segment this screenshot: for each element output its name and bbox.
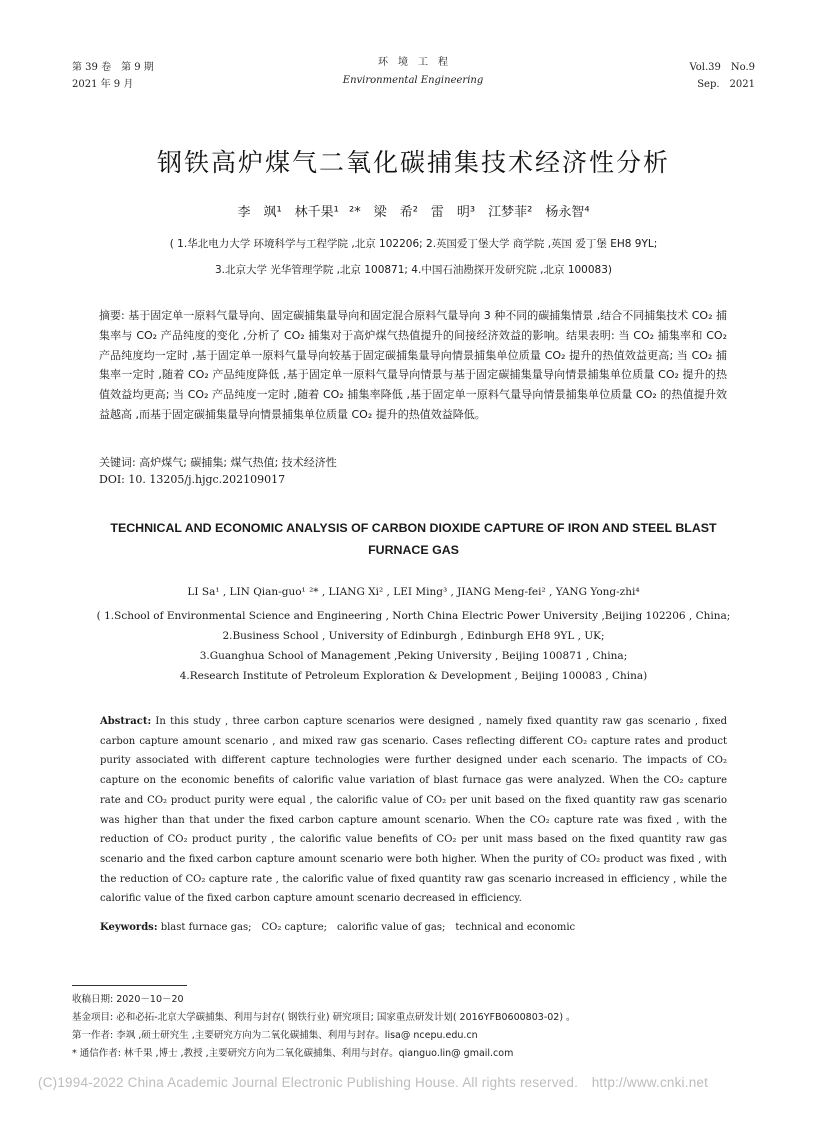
- header-date-en: Sep. 2021: [697, 79, 755, 90]
- footnote-first-author: 第一作者: 李飒 ,硕士研究生 ,主要研究方向为二氧化碳捕集、利用与封存。lisa@ ncepu.edu.cn: [72, 1030, 478, 1041]
- affiliation-en-4: 4.Research Institute of Petroleum Exploration & Development , Beijing 100083 , China): [179, 670, 648, 682]
- header-volume-cn: 第 39 卷 第 9 期: [72, 62, 154, 73]
- keywords-cn: 关键词: 高炉煤气; 碳捕集; 煤气热值; 技术经济性: [99, 456, 337, 469]
- abstract-cn: 摘要: 基于固定单一原料气量导向、固定碳捕集量导向和固定混合原料气量导向 3 种不同的碳捕集情景 ,结合不同捕集技术 CO₂ 捕集率与 CO₂ 产品纯度的变化 ,分析了 CO₂ 捕集对于高炉煤气热值提升的间接经济效益的影响。结果表明: 当 CO₂ 捕集率和 CO₂ 产品纯度均一定时 ,基于固定单一原料气量导向较基于固定碳捕集量导向情景捕集单位质量 CO₂ 提升的热值效益更高; 当 CO₂ 捕集率一定时 ,随着 CO₂ 产品纯度降低 ,基于固定单一原料气量导向情景与基于固定碳捕集量导向情景捕集单位质量 CO₂ 提升的热值效益均更高; 当 CO₂ 产品纯度一定时 ,随着 CO₂ 捕集率降低 ,基于固定单一原料气量导向情景捕集单位质量 CO₂ 的热值提升效益越高 ,而基于固定碳捕集量导向情景捕集单位质量 CO₂ 提升的热值效益降低。: [99, 309, 727, 421]
- affiliation-en-2: 2.Business School , University of Edinburgh , Edinburgh EH8 9YL , UK;: [222, 630, 605, 642]
- affiliation-en-1: ( 1.School of Environmental Science and Engineering , North China Electric Power University ,Beijing 102206 , China;: [96, 610, 731, 622]
- header-journal-cn: 环 境 工 程: [378, 57, 448, 68]
- doi: DOI: 10. 13205/j.hjgc.202109017: [99, 473, 286, 486]
- affiliation-cn-1: ( 1.华北电力大学 环境科学与工程学院 ,北京 102206; 2.英国爱丁堡大学 商学院 ,英国 爱丁堡 EH8 9YL;: [169, 238, 658, 250]
- header-volume-en: Vol.39 No.9: [689, 62, 755, 73]
- header-date-cn: 2021 年 9 月: [72, 79, 134, 90]
- abstract-en-text: In this study , three carbon capture scenarios were designed , namely fixed quantity raw gas scenario , fixed carbon capture amount scenario , and mixed raw gas scenario. Cases reflecting different CO₂ capture rates and product purity associated with different capture technologies were further designed under each scenario. The impacts of CO₂ capture on the economic benefits of calorific value variation of blast furnace gas were analyzed. When the CO₂ capture rate and CO₂ product purity were equal , the calorific value of CO₂ per unit based on the fixed quantity raw gas scenario was higher than that under the fixed carbon capture amount scenario. When the CO₂ capture rate was fixed , with the reduction of CO₂ product purity , the calorific value benefits of CO₂ per unit mass based on the fixed quantity raw gas scenario and the fixed carbon capture amount scenario were both higher. When the purity of CO₂ product was fixed , with the reduction of CO₂ capture rate , the calorific value of fixed quantity raw gas scenario increased in efficiency , while the calorific value of the fixed carbon capture amount scenario decreased in efficiency.: [100, 716, 727, 905]
- authors-cn: 李 飒¹ 林千果¹ ²* 梁 希² 雷 明³ 江梦菲² 杨永智⁴: [237, 205, 590, 220]
- affiliation-en-3: 3.Guanghua School of Management ,Peking University , Beijing 100871 , China;: [199, 650, 628, 662]
- authors-en: LI Sa¹ , LIN Qian-guo¹ ²* , LIANG Xi² , LEI Ming³ , JIANG Meng-fei² , YANG Yong-zhi⁴: [187, 586, 640, 598]
- footnote-funding: 基金项目: 必和必拓-北京大学碳捕集、利用与封存( 钢铁行业) 研究项目; 国家重点研发计划( 2016YFB0600803-02) 。: [72, 1012, 576, 1023]
- footnote-divider: [72, 985, 187, 986]
- title-en: TECHNICAL AND ECONOMIC ANALYSIS OF CARBON DIOXIDE CAPTURE OF IRON AND STEEL BLAST FURNACE GAS: [110, 521, 717, 557]
- keywords-en-text: blast furnace gas; CO₂ capture; calorific value of gas; technical and economic: [157, 922, 576, 933]
- title-cn: 钢铁高炉煤气二氧化碳捕集技术经济性分析: [156, 148, 670, 177]
- abstract-en: [100, 712, 727, 909]
- header-journal-en: Environmental Engineering: [342, 75, 484, 86]
- cnki-watermark: (C)1994-2022 China Academic Journal Electronic Publishing House. All rights reserved. http://www.cnki.net: [38, 1075, 709, 1090]
- keywords-en: [100, 918, 575, 933]
- affiliation-cn-2: 3.北京大学 光华管理学院 ,北京 100871; 4.中国石油勘探开发研究院 ,北京 100083): [214, 264, 613, 276]
- footnote-corresponding-author: * 通信作者: 林千果 ,博士 ,教授 ,主要研究方向为二氧化碳捕集、利用与封存。qianguo.lin@ gmail.com: [72, 1048, 514, 1059]
- footnote-received: 收稿日期: 2020－10－20: [72, 994, 184, 1005]
- keywords-en-label: Keywords:: [100, 922, 158, 933]
- abstract-en-label: Abstract:: [100, 716, 152, 727]
